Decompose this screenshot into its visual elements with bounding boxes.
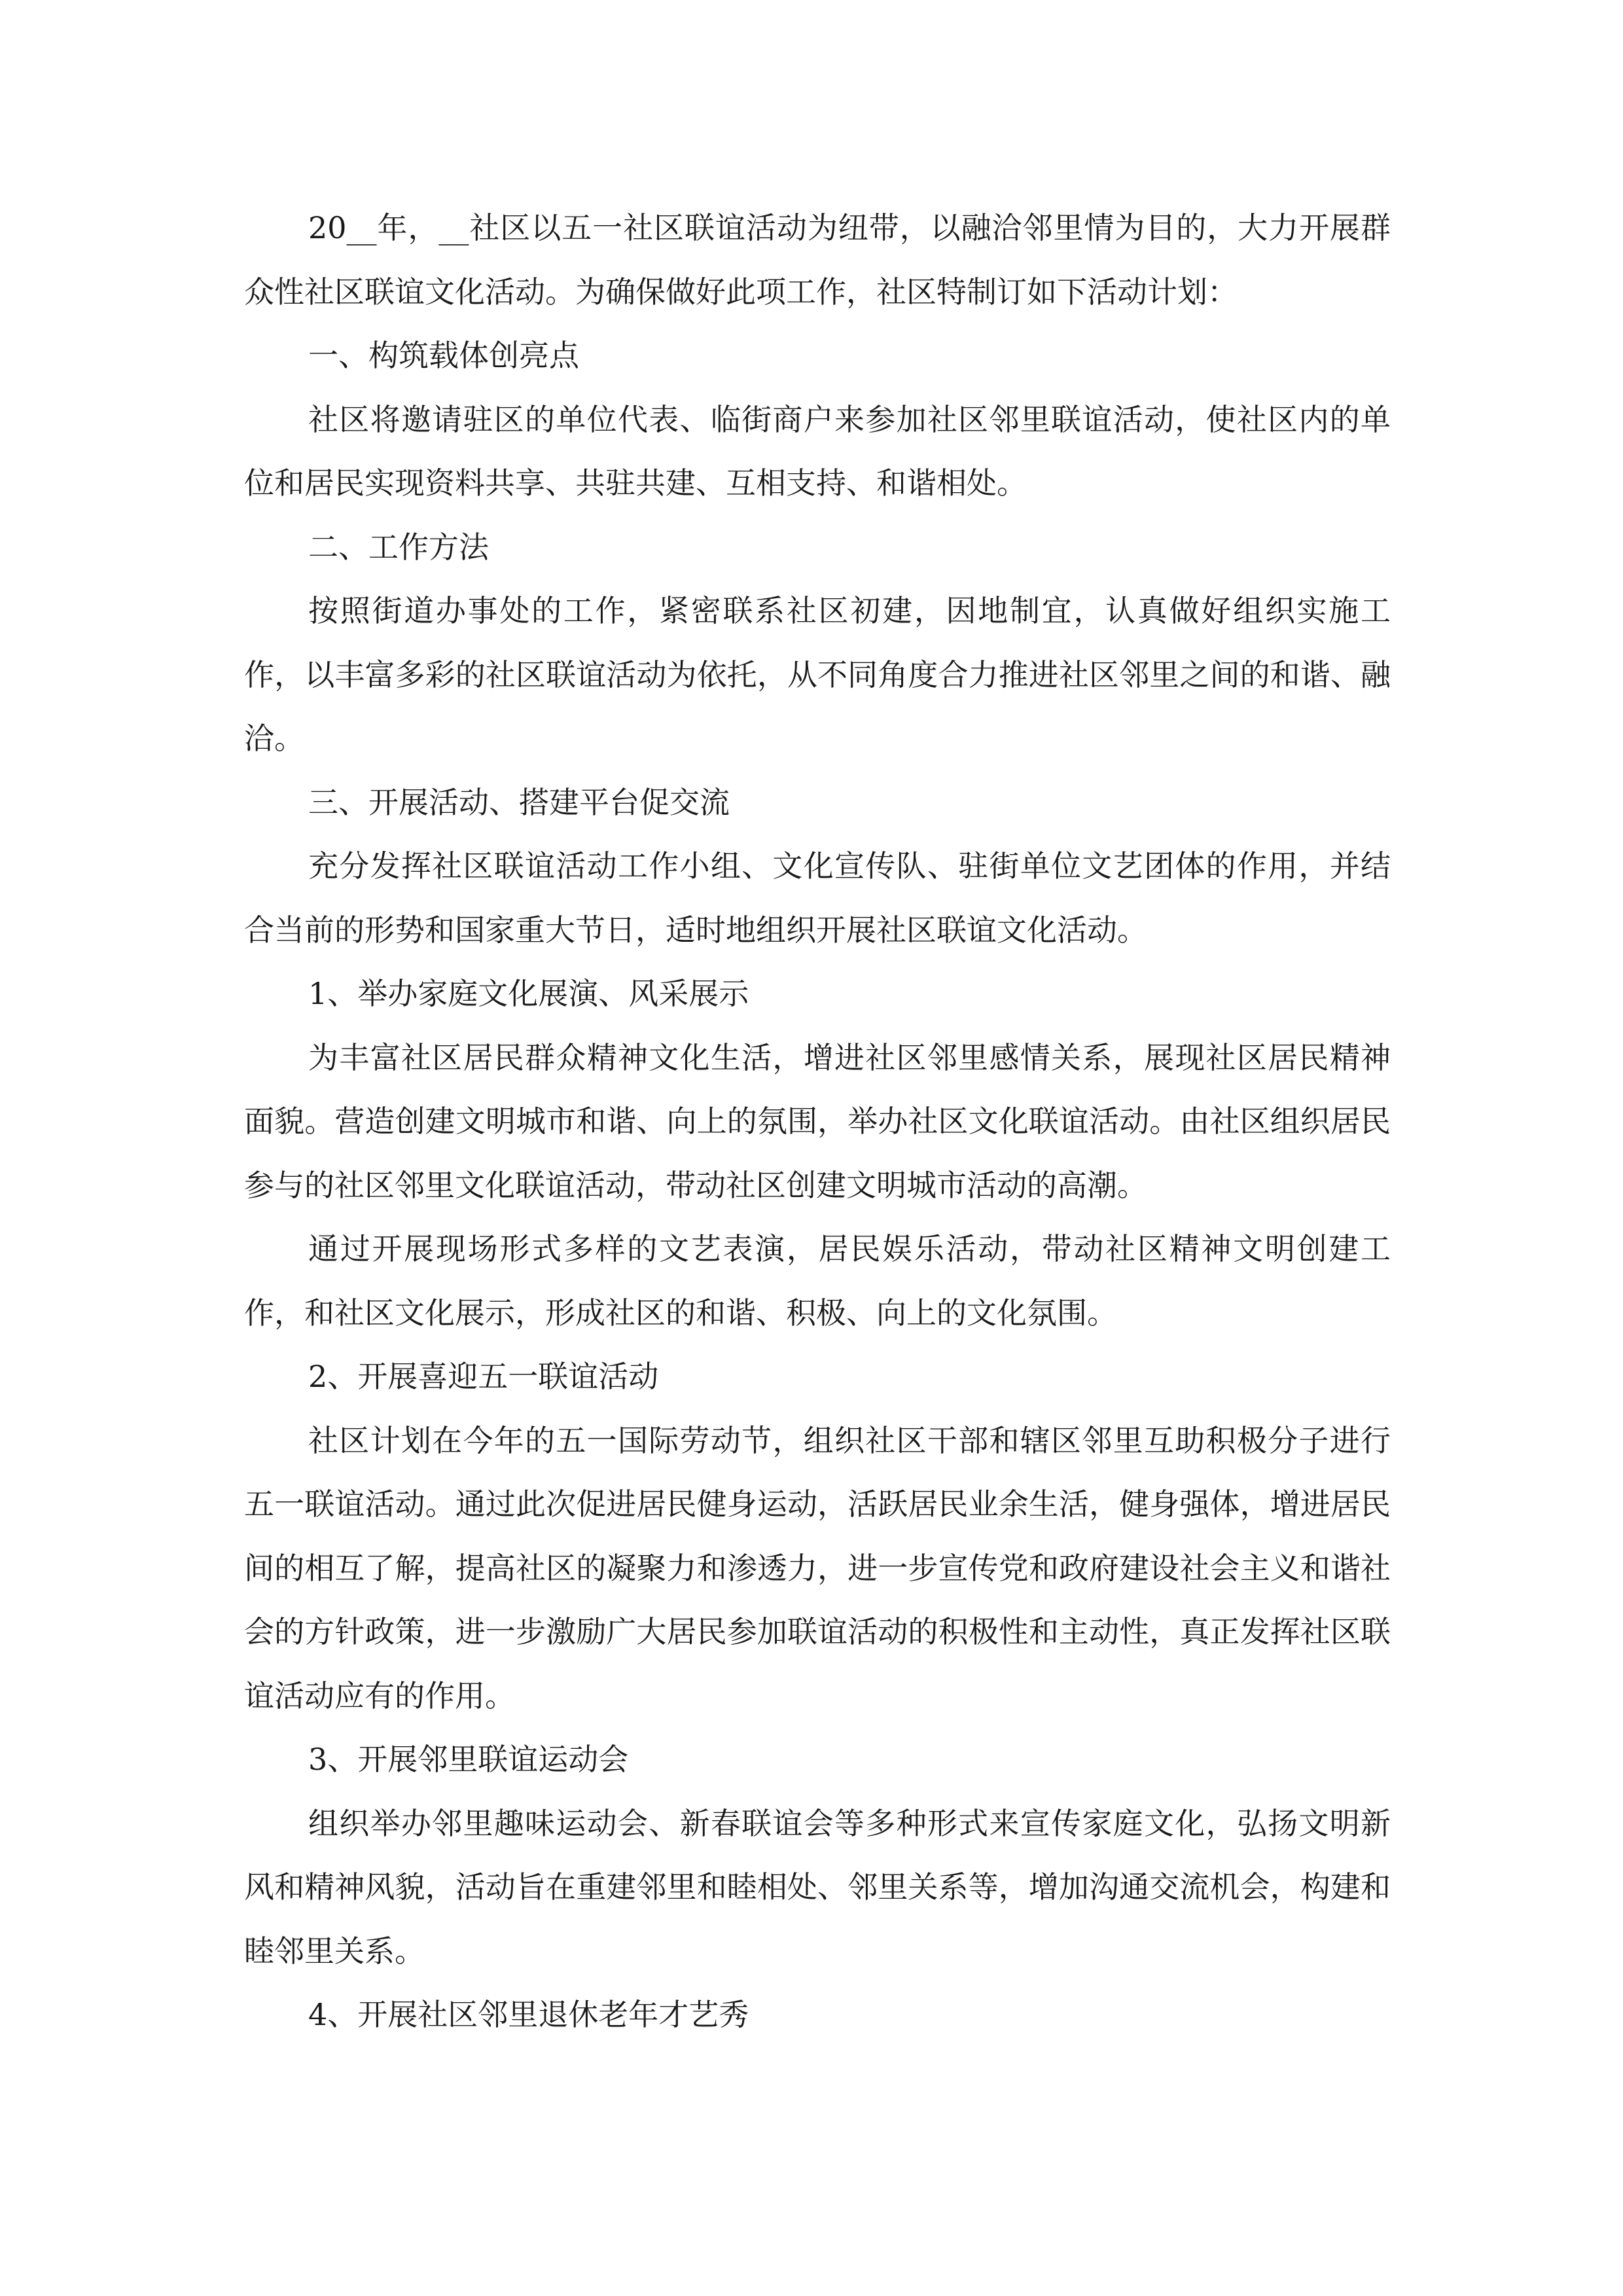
subsection-heading-3: 3、开展邻里联谊运动会	[308, 1742, 629, 1777]
subsection-1-paragraph-b: 通过开展现场形式多样的文艺表演，居民娱乐活动，带动社区精神文明创建工作，和社区文化展示，形成社区的和谐、积极、向上的文化氛围。	[244, 1231, 1391, 1331]
subsection-heading-4: 4、开展社区邻里退休老年才艺秀	[308, 1997, 749, 2032]
subsection-heading-2: 2、开展喜迎五一联谊活动	[308, 1359, 659, 1394]
section-heading-2: 二、工作方法	[308, 529, 489, 565]
subsection-heading-1: 1、举办家庭文化展演、风采展示	[308, 976, 749, 1011]
section-heading-1: 一、构筑载体创亮点	[308, 338, 579, 373]
document-body	[244, 196, 1391, 2047]
intro-paragraph: 20__年，__社区以五一社区联谊活动为纽带，以融洽邻里情为目的，大力开展群众性社区联谊文化活动。为确保做好此项工作，社区特制订如下活动计划：	[244, 210, 1391, 310]
section-1-paragraph: 社区将邀请驻区的单位代表、临街商户来参加社区邻里联谊活动，使社区内的单位和居民实现资料共享、共驻共建、互相支持、和谐相处。	[244, 401, 1391, 501]
subsection-1-paragraph-a: 为丰富社区居民群众精神文化生活，增进社区邻里感情关系，展现社区居民精神面貌。营造创建文明城市和谐、向上的氛围，举办社区文化联谊活动。由社区组织居民参与的社区邻里文化联谊活动，带动社区创建文明城市活动的高潮。	[244, 1039, 1391, 1203]
subsection-3-paragraph: 组织举办邻里趣味运动会、新春联谊会等多种形式来宣传家庭文化，弘扬文明新风和精神风貌，活动旨在重建邻里和睦相处、邻里关系等，增加沟通交流机会，构建和睦邻里关系。	[244, 1805, 1391, 1969]
section-3-paragraph: 充分发挥社区联谊活动工作小组、文化宣传队、驻街单位文艺团体的作用，并结合当前的形势和国家重大节日，适时地组织开展社区联谊文化活动。	[244, 848, 1391, 948]
section-2-paragraph: 按照街道办事处的工作，紧密联系社区初建，因地制宜，认真做好组织实施工作，以丰富多彩的社区联谊活动为依托，从不同角度合力推进社区邻里之间的和谐、融洽。	[244, 593, 1391, 756]
subsection-2-paragraph: 社区计划在今年的五一国际劳动节，组织社区干部和辖区邻里互助积极分子进行五一联谊活动。通过此次促进居民健身运动，活跃居民业余生活，健身强体，增进居民间的相互了解，提高社区的凝聚力和渗透力，进一步宣传党和政府建设社会主义和谐社会的方针政策，进一步激励广大居民参加联谊活动的积极性和主动性，真正发挥社区联谊活动应有的作用。	[244, 1422, 1391, 1713]
section-heading-3: 三、开展活动、搭建平台促交流	[308, 784, 730, 820]
